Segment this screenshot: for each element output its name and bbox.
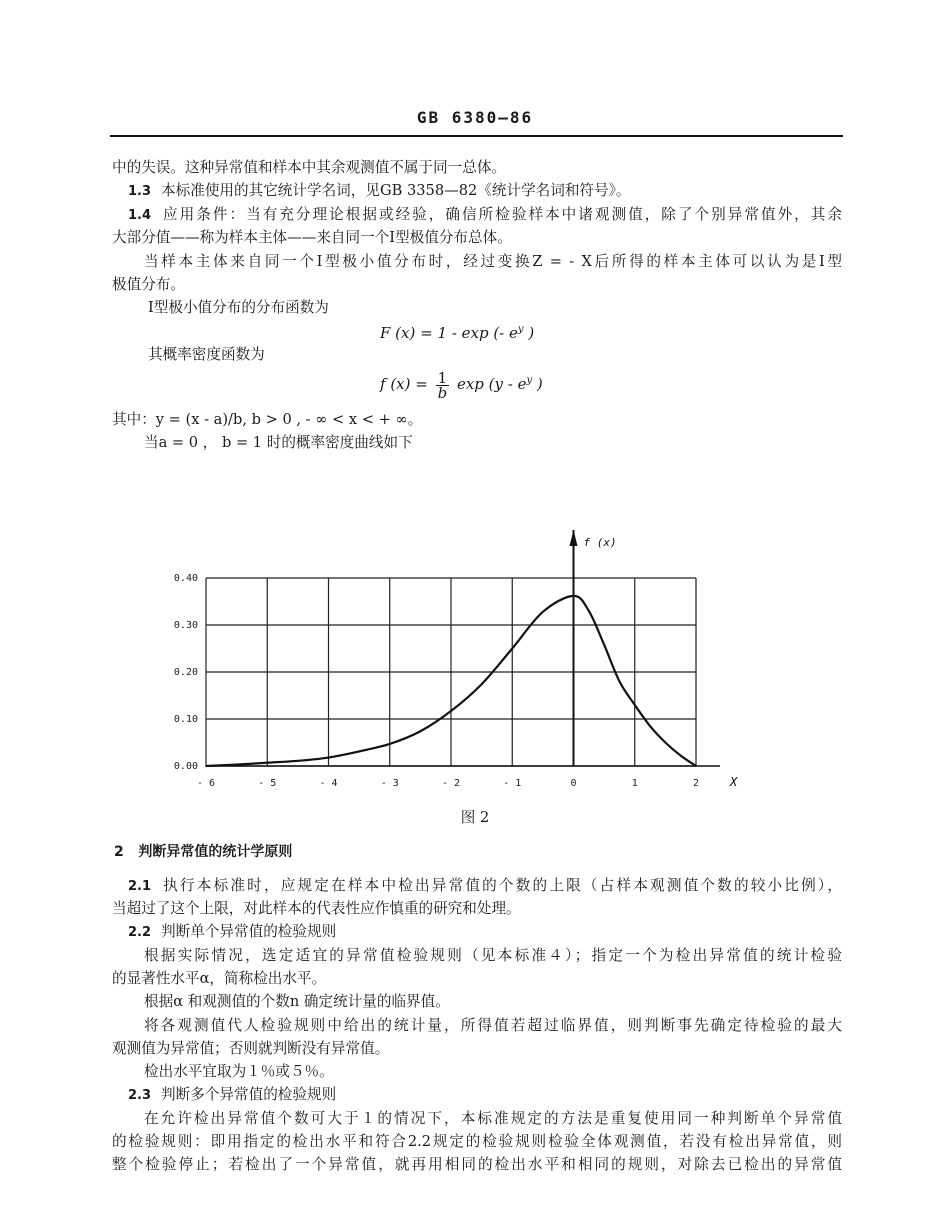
chart-axes: [206, 530, 738, 789]
section-1-4: [128, 205, 842, 226]
density-chart: [0, 520, 950, 820]
section-number: 1.4: [128, 208, 152, 223]
section-number: 2: [114, 844, 124, 860]
section-2-3: [128, 1085, 336, 1106]
chart-grid: [206, 578, 696, 766]
equation-rhs: = 1 - exp (- e: [420, 324, 518, 342]
equation-superscript: y: [517, 324, 524, 335]
section-text: 执行本标准时，应规定在样本中检出异常值的个数的上限（占样本观测值个数的较小比例），: [161, 877, 842, 894]
equation-lhs: F (x): [380, 324, 416, 342]
equation-close: ): [528, 324, 535, 342]
x-axis-label: X: [730, 775, 738, 789]
text-line: 其中：y = (x - a)/b, b > 0 , - ∞ < x < + ∞。: [112, 411, 423, 428]
text-line: 的检验规则：即用指定的检出水平和符合2.2规定的检验规则检验全体观测值，若没有检出异常值，则: [112, 1133, 842, 1150]
text-line: 当超过了这个上限，对此样本的代表性应作慎重的研究和处理。: [112, 900, 521, 917]
y-tick-label: 0.00: [173, 761, 198, 772]
y-tick-label: 0.40: [173, 573, 198, 584]
equation-fraction: [436, 368, 450, 402]
paragraph: 在允许检出异常值个数可大于１的情况下，本标准规定的方法是重复使用同一种判断单个异常值: [144, 1110, 842, 1127]
section-number: 2.3: [128, 1088, 152, 1103]
figure-caption: 图 2: [460, 809, 490, 826]
equation-lhs: f (x): [380, 375, 411, 393]
section-text: 应用条件：当有充分理论根据或经验，确信所检验样本中诸观测值，除了个别异常值外，其余: [161, 206, 842, 223]
x-tick-label: 1: [631, 778, 638, 789]
text-line: 中的失误。这种异常值和样本中其余观测值不属于同一总体。: [112, 159, 507, 176]
paragraph: 将各观测值代人检验规则中给出的统计量，所得值若超过临界值，则判断事先确定待检验的最大: [144, 1017, 842, 1034]
cdf-equation: [380, 320, 534, 343]
text-line: Ⅰ型极小值分布的分布函数为: [148, 299, 329, 316]
x-tick-label: - 3: [380, 778, 399, 789]
section-title: 判断多个异常值的检验规则: [161, 1086, 337, 1103]
section-2-1: [128, 876, 842, 897]
text-line: 整个检验停止；若检出了一个异常值，就再用相同的检出水平和相同的规则，对除去已检出的异常值: [112, 1156, 842, 1173]
paragraph: 根据实际情况，选定适宜的异常值检验规则（见本标准４）；指定一个为检出异常值的统计检验: [144, 947, 842, 964]
section-number: 1.3: [128, 184, 152, 199]
y-tick-label: 0.30: [173, 620, 198, 631]
section-2-2: [128, 922, 336, 943]
paragraph: 根据α 和观测值的个数n 确定统计量的临界值。: [144, 993, 450, 1010]
y-tick-label: 0.10: [173, 714, 198, 725]
text-line: 的显著性水平α，简称检出水平。: [112, 970, 327, 987]
paragraph: 当样本主体来自同一个Ⅰ型极小值分布时，经过变换Z = - X后所得的样本主体可以认为是Ⅰ型: [144, 253, 842, 270]
equation-equals: =: [415, 375, 428, 393]
y-tick-label: 0.20: [173, 667, 198, 678]
equation-close: ): [536, 375, 543, 393]
x-tick-label: 0: [570, 778, 577, 789]
header-rule: [110, 135, 843, 137]
x-tick-label: 2: [692, 778, 700, 789]
y-axis-arrow: [570, 530, 578, 546]
text-line: 观测值为异常值；否则就判断没有异常值。: [112, 1040, 390, 1057]
section-text: 本标准使用的其它统计学名词，见GB 3358—82《统计学名词和符号》。: [161, 182, 631, 199]
section-title: 判断单个异常值的检验规则: [161, 923, 337, 940]
equation-superscript: y: [526, 375, 533, 386]
text-line: 极值分布。: [112, 276, 185, 293]
standard-code-header: GB 6380—86: [416, 108, 534, 127]
pdf-equation: [380, 366, 543, 400]
section-1-3: [128, 181, 631, 202]
text-line: 当a = 0 ， b = 1 时的概率密度曲线如下: [144, 434, 413, 451]
x-tick-label: - 6: [196, 778, 216, 789]
text-line: 大部分值——称为样本主体——来自同一个Ⅰ型极值分布总体。: [112, 229, 512, 246]
section-number: 2.1: [128, 879, 152, 894]
x-tick-label: - 1: [503, 778, 522, 789]
paragraph: 检出水平宜取为１％或５％。: [144, 1063, 334, 1080]
section-2-heading: [114, 842, 292, 862]
equation-rhs: exp (y - e: [456, 375, 527, 393]
y-axis-label: f (x): [583, 536, 617, 549]
fraction-denominator: b: [437, 383, 448, 402]
section-title: 判断异常值的统计学原则: [138, 844, 293, 860]
x-tick-label: - 4: [319, 778, 338, 789]
section-number: 2.2: [128, 925, 152, 940]
text-line: 其概率密度函数为: [148, 346, 265, 363]
fraction-numerator: 1: [437, 368, 448, 387]
x-tick-label: - 2: [441, 778, 461, 789]
x-tick-label: - 5: [258, 778, 277, 789]
